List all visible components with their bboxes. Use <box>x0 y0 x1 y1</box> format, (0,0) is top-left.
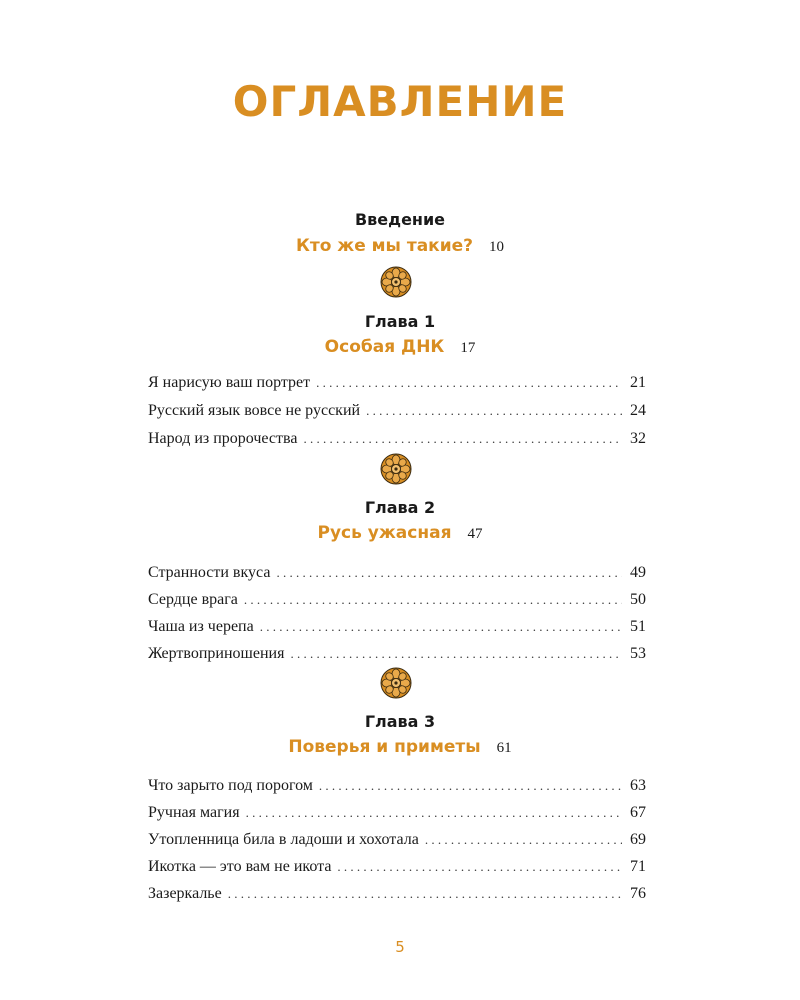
toc-entry-page: 63 <box>630 777 646 794</box>
chapter-2-page: 47 <box>467 526 483 542</box>
toc-entry-page: 21 <box>630 374 646 391</box>
chapter-3-name[interactable]: Поверья и приметы <box>288 737 481 757</box>
toc-entry-label[interactable]: Жертвоприношения <box>148 645 285 662</box>
toc-entry[interactable] <box>148 883 646 905</box>
toc-entry-label[interactable]: Я нарисую ваш портрет <box>148 374 311 391</box>
intro-heading: Введение <box>354 210 446 229</box>
chapter-3-page: 61 <box>496 740 512 756</box>
toc-entry-page: 49 <box>630 564 646 581</box>
toc-entry-label[interactable]: Ручная магия <box>148 804 240 821</box>
toc-entry[interactable] <box>148 775 646 797</box>
chapter-1-title[interactable] <box>0 335 800 360</box>
toc-entry-label[interactable]: Странности вкуса <box>148 564 271 581</box>
chapter-2-heading: Глава 2 <box>364 498 436 517</box>
toc-entry-label[interactable]: Русский язык вовсе не русский <box>148 402 361 419</box>
page-number: 5 <box>395 938 405 956</box>
toc-entry-label[interactable]: Зазеркалье <box>148 885 222 902</box>
chapter-1-heading: Глава 1 <box>364 312 436 331</box>
toc-entry-page: 69 <box>630 831 646 848</box>
dot-leader <box>319 775 622 797</box>
toc-entry[interactable] <box>148 428 646 450</box>
toc-entry-label[interactable]: Утопленница била в ладоши и хохотала <box>148 831 419 848</box>
dot-leader <box>425 829 622 851</box>
chapter-3-title[interactable] <box>0 735 800 760</box>
dot-leader <box>260 616 622 638</box>
toc-entry-page: 51 <box>630 618 646 635</box>
toc-entry-page: 76 <box>630 885 646 902</box>
dot-leader <box>244 589 622 611</box>
dot-leader <box>276 562 622 584</box>
toc-entry-label[interactable]: Икотка — это вам не икота <box>148 858 332 875</box>
toc-entry[interactable] <box>148 802 646 824</box>
dot-leader <box>366 400 622 422</box>
dot-leader <box>303 428 622 450</box>
chapter-2-name[interactable]: Русь ужасная <box>317 523 452 543</box>
toc-entry[interactable] <box>148 372 646 394</box>
toc-entry[interactable] <box>148 856 646 878</box>
flower-ornament-icon <box>380 266 412 298</box>
page-title: ОГЛАВЛЕНИЕ <box>232 77 568 126</box>
toc-entry-page: 53 <box>630 645 646 662</box>
toc-entry[interactable] <box>148 589 646 611</box>
dot-leader <box>316 372 622 394</box>
intro-name[interactable]: Кто же мы такие? <box>295 236 474 256</box>
toc-entry-label[interactable]: Чаша из черепа <box>148 618 254 635</box>
flower-ornament-icon <box>380 453 412 485</box>
toc-entry[interactable] <box>148 616 646 638</box>
flower-ornament-icon <box>380 667 412 699</box>
toc-entry-page: 50 <box>630 591 646 608</box>
dot-leader <box>246 802 622 824</box>
toc-entry-label[interactable]: Сердце врага <box>148 591 238 608</box>
dot-leader <box>337 856 622 878</box>
toc-entry[interactable] <box>148 400 646 422</box>
toc-entry-page: 32 <box>630 430 646 447</box>
toc-entry-page: 24 <box>630 402 646 419</box>
intro-page: 10 <box>489 239 505 255</box>
chapter-1-page: 17 <box>460 340 476 356</box>
toc-entry[interactable] <box>148 643 646 665</box>
toc-entry-label[interactable]: Что зарыто под порогом <box>148 777 313 794</box>
chapter-1-name[interactable]: Особая ДНК <box>324 337 445 357</box>
dot-leader <box>290 643 622 665</box>
toc-entry-page: 67 <box>630 804 646 821</box>
toc-entry-page: 71 <box>630 858 646 875</box>
chapter-2-title[interactable] <box>0 521 800 546</box>
toc-entry[interactable] <box>148 829 646 851</box>
toc-entry[interactable] <box>148 562 646 584</box>
dot-leader <box>228 883 622 905</box>
intro-title[interactable] <box>0 234 800 259</box>
chapter-3-heading: Глава 3 <box>364 712 436 731</box>
toc-entry-label[interactable]: Народ из пророчества <box>148 430 298 447</box>
